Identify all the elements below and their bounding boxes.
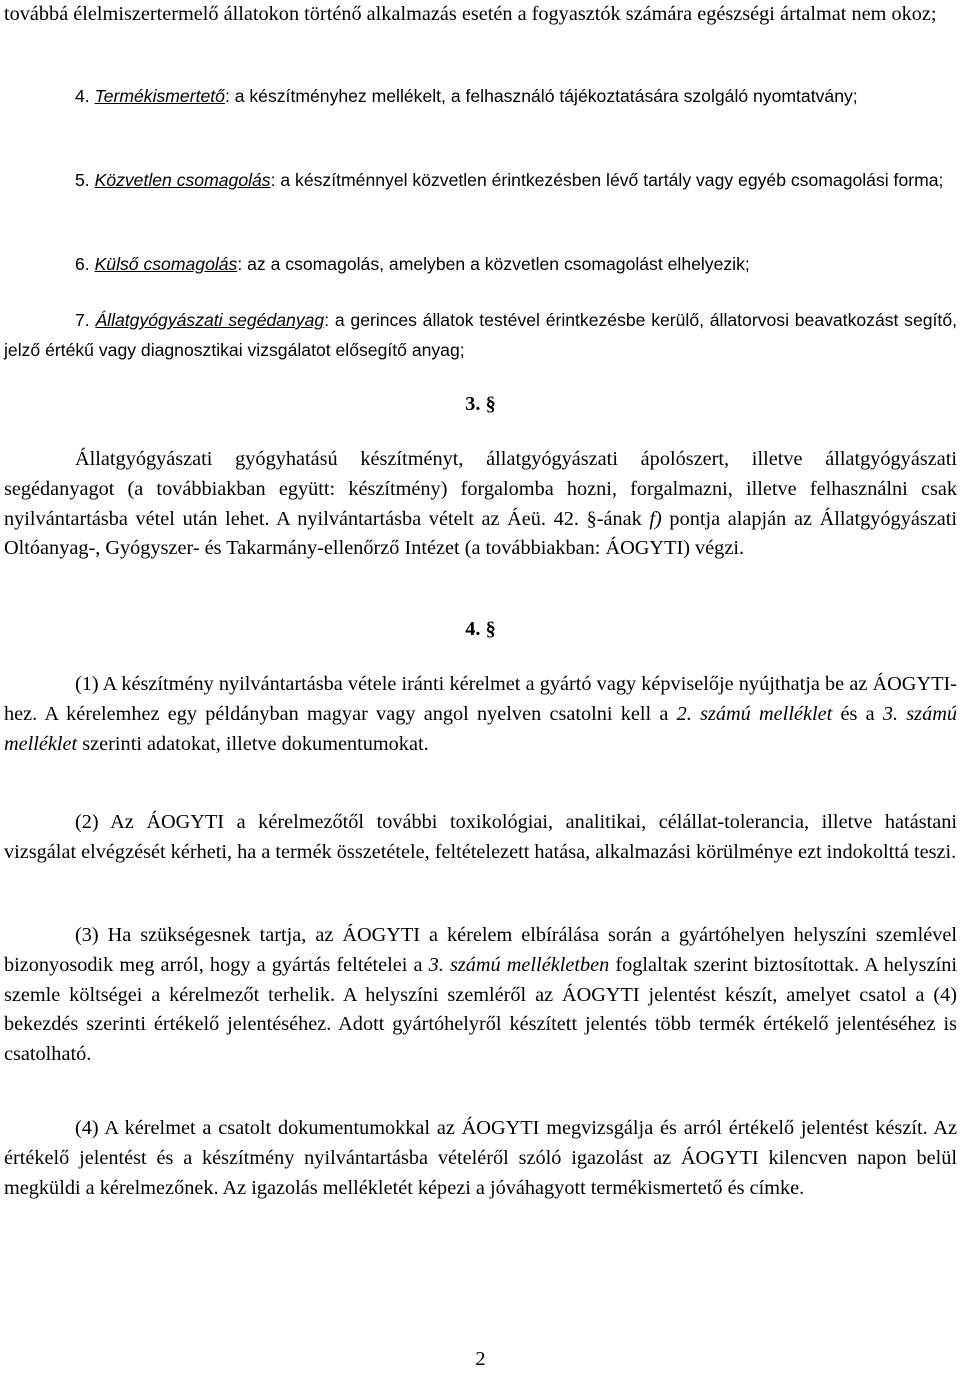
section-heading-text: 3. § bbox=[465, 393, 496, 415]
definition-number: 5. bbox=[75, 170, 95, 190]
paragraph-text: (2) Az ÁOGYTI a kérelmezőtől további toxikológiai, analitikai, célállat-tolerancia, illetve hatástani vizsgálat elvégzését kérheti, ha a termék összetétele, feltételezett hatása, alkalmazási körülménye ezt indokolttá teszi. bbox=[4, 811, 957, 863]
section-4-heading bbox=[4, 615, 957, 645]
annex-ref-2: 2. számú melléklet bbox=[676, 702, 833, 725]
section-heading-text: 4. § bbox=[465, 618, 496, 640]
annex-ref-3: 3. számú mellékletben bbox=[428, 953, 610, 976]
definition-text: : a készítményhez mellékelt, a felhasználó tájékoztatására szolgáló nyomtatvány; bbox=[224, 86, 858, 106]
definition-7 bbox=[4, 306, 957, 366]
intro-text: továbbá élelmiszertermelő állatokon történő alkalmazás esetén a fogyasztók számára egészségi ártalmat nem okoz; bbox=[4, 3, 937, 25]
definition-term: Termékismertető bbox=[94, 86, 225, 106]
definition-text: : a készítménnyel közvetlen érintkezésben lévő tartály vagy egyéb csomagolási forma; bbox=[270, 170, 944, 190]
paragraph-text: (1) A készítmény nyilvántartásba vétele iránti kérelmet a gyártó vagy képviselője nyújthatja be az ÁOGYTI-hez. A kérelemhez egy példányban magyar vagy angol nyelven csatolni kell a bbox=[4, 673, 957, 725]
section-4-paragraph-1 bbox=[4, 670, 957, 759]
definition-term: Közvetlen csomagolás bbox=[94, 170, 271, 190]
paragraph-text: (4) A kérelmet a csatolt dokumentumokkal az ÁOGYTI megvizsgálja és arról értékelő jelentést készít. Az értékelő jelentést és a készítmény nyilvántartásba vételéről szóló igazolást az ÁOGYTI kilencven napon belül megküldi a kérelmezőnek. Az igazolás mellékletét képezi a jóváhagyott termékismertető és címke. bbox=[4, 1117, 957, 1199]
definition-term: Külső csomagolás bbox=[94, 254, 238, 274]
paragraph-intro bbox=[4, 0, 957, 30]
section-3-text-a: Állatgyógyászati gyógyhatású készítményt, állatgyógyászati ápolószert, illetve állatgyógyászati segédanyagot (a továbbiakban együtt: készítmény) forgalomba hozni, forgalmazni, illetve felhasználni csak nyilvántartásba vétel után lehet. A nyilvántartásba vételt az Áeü. 42. §-ának bbox=[4, 448, 957, 530]
section-4-paragraph-3 bbox=[4, 921, 957, 1070]
page-number: 2 bbox=[475, 1348, 486, 1370]
definition-4 bbox=[4, 82, 957, 112]
paragraph-text: foglaltak szerint biztosítottak. A helyszíni szemle költségei a kérelmezőt terhelik. A helyszíni szemléről az ÁOGYTI jelentést készít, amelyet csatol a (4) bekezdés szerinti értékelő jelentéséhez. Adott gyártóhelyről készített jelentés több termék értékelő jelentéséhez is csatolható. bbox=[4, 953, 957, 1066]
paragraph-text: és a bbox=[832, 702, 883, 725]
section-3-text-b: pontja alapján az Állatgyógyászati Oltóanyag-, Gyógyszer- és Takarmány-ellenőrző Intézet (a továbbiakban: ÁOGYTI) végzi. bbox=[4, 507, 957, 560]
definition-number: 4. bbox=[75, 86, 95, 106]
definition-term: Állatgyógyászati segédanyag bbox=[95, 310, 325, 330]
section-3-point-ref: f) bbox=[649, 507, 662, 530]
section-4-paragraph-2 bbox=[4, 808, 957, 868]
definition-number: 7. bbox=[75, 310, 96, 330]
definition-5 bbox=[4, 166, 957, 196]
section-4-paragraph-4 bbox=[4, 1114, 957, 1203]
definition-number: 6. bbox=[75, 254, 95, 274]
definition-text: : a gerinces állatok testével érintkezésbe kerülő, állatorvosi beavatkozást segítő, jelző értékű vagy diagnosztikai vizsgálatot elősegítő anyag; bbox=[4, 310, 957, 360]
section-3-text bbox=[4, 445, 957, 564]
annex-ref-3: 3. számú melléklet bbox=[4, 702, 958, 755]
section-3-heading bbox=[4, 390, 957, 420]
paragraph-text: (3) Ha szükségesnek tartja, az ÁOGYTI a kérelem elbírálása során a gyártóhelyen helyszíni szemlével bizonyosodik meg arról, hogy a gyártás feltételei a bbox=[4, 924, 957, 976]
definition-text: : az a csomagolás, amelyben a közvetlen csomagolást elhelyezik; bbox=[237, 254, 750, 274]
paragraph-text: szerinti adatokat, illetve dokumentumokat. bbox=[77, 732, 429, 755]
definition-6 bbox=[4, 250, 957, 280]
